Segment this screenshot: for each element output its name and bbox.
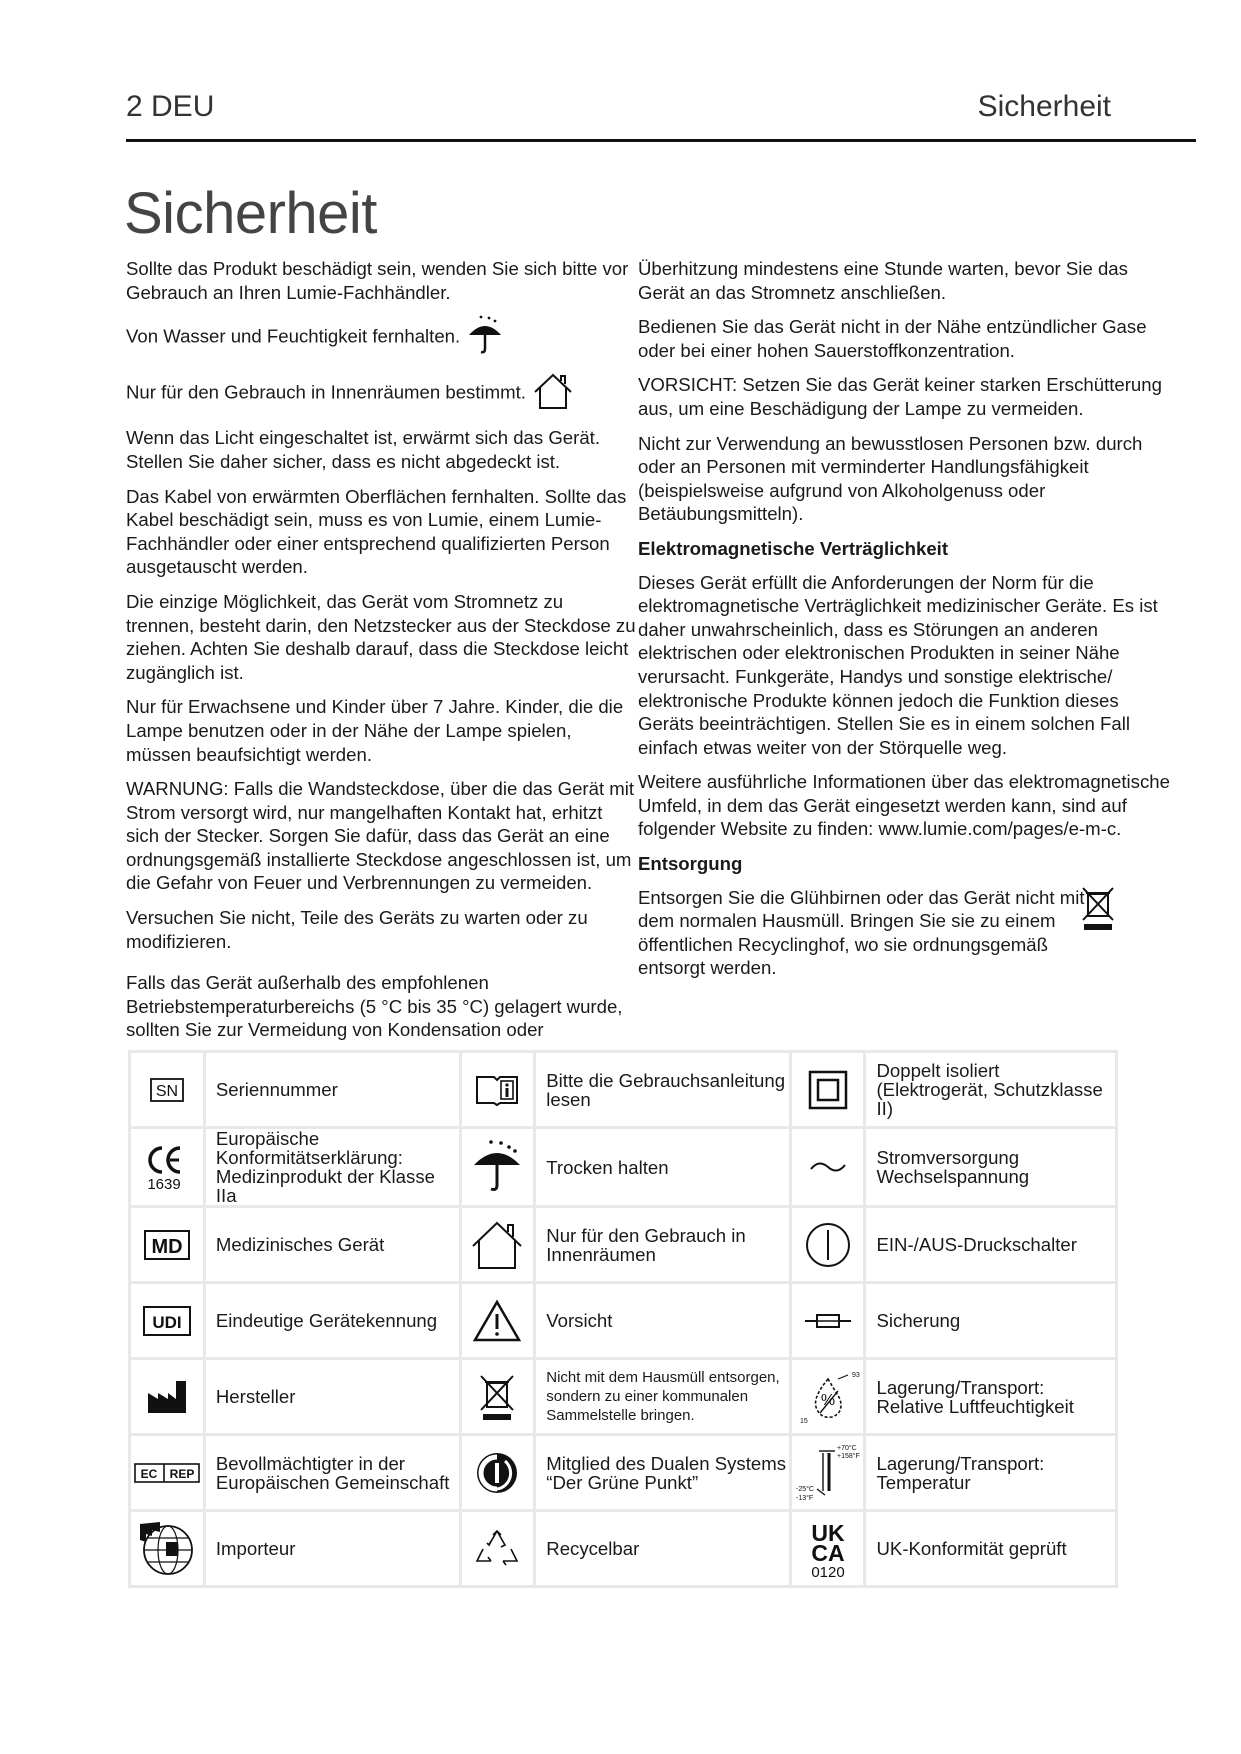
symbol-label: UK-Konformität geprüft bbox=[865, 1511, 1117, 1587]
ec-rep-icon bbox=[130, 1435, 205, 1511]
symbol-label: Mitglied des Dualen Systems “Der Grüne Punkt” bbox=[535, 1435, 790, 1511]
paragraph: Weitere ausführliche Informationen über das elektromagnetische Umfeld, in dem das Gerät eingesetzt werden kann, sind auf folgender Website zu finden: www.lumie.com/pages/e-m-c. bbox=[638, 771, 1170, 840]
temperature-icon bbox=[790, 1435, 865, 1511]
paragraph: Das Kabel von erwärmten Oberflächen fernhalten. Sollte das Kabel beschädigt sein, muss es von Lumie, einem Lumie-Fachhändler oder einer entsprechend qualifizierten Person ausgetauscht werden. bbox=[126, 485, 627, 578]
serial-number-icon bbox=[130, 1052, 205, 1128]
temp-max-c-text: +70°C bbox=[836, 1444, 857, 1452]
paragraph: Bedienen Sie das Gerät nicht in der Nähe entzündlicher Gase oder bei einer hohen Sauerstoffkonzentration. bbox=[638, 316, 1147, 361]
umbrella-icon bbox=[460, 1128, 535, 1207]
udi-text: UDI bbox=[152, 1312, 182, 1332]
running-header-section: Sicherheit bbox=[977, 90, 1111, 123]
double-insulated-icon bbox=[790, 1052, 865, 1128]
symbol-label: Eindeutige Gerätekennung bbox=[204, 1283, 460, 1359]
md-text: MD bbox=[151, 1235, 183, 1258]
sn-text: SN bbox=[155, 1082, 179, 1100]
symbol-label: Stromversorgung Wechselspannung bbox=[865, 1128, 1117, 1207]
table-row bbox=[130, 1359, 1117, 1435]
green-dot-icon bbox=[460, 1435, 535, 1511]
warning-triangle-icon bbox=[460, 1283, 535, 1359]
paragraph: Nur für den Gebrauch in Innenräumen bestimmt. bbox=[126, 372, 636, 416]
paragraph: Wenn das Licht eingeschaltet ist, erwärmt sich das Gerät. Stellen Sie daher sicher, dass es nicht abgedeckt ist. bbox=[126, 427, 601, 472]
paragraph: Sollte das Produkt beschädigt sein, wenden Sie sich bitte vor Gebrauch an Ihren Lumie-Fachhändler. bbox=[126, 258, 629, 303]
page-title: Sicherheit bbox=[124, 181, 377, 246]
paragraph: Nur für Erwachsene und Kinder über 7 Jahre. Kinder, die die Lampe benutzen oder in der Nähe der Lampe spielen, müssen beaufsichtigt werden. bbox=[126, 696, 624, 765]
symbol-label: Importeur bbox=[204, 1511, 460, 1587]
symbol-label: Sicherung bbox=[865, 1283, 1117, 1359]
rep-text: REP bbox=[169, 1466, 195, 1481]
ukca-number-text: 0120 bbox=[810, 1563, 845, 1581]
humidity-icon bbox=[790, 1359, 865, 1435]
crossed-bin-icon bbox=[460, 1359, 535, 1435]
symbol-label: Recycelbar bbox=[535, 1511, 790, 1587]
paragraph: Dieses Gerät erfüllt die Anforderungen der Norm für die elektromagnetische Verträglichkeit medizinischer Geräte. Es ist daher unwahrscheinlich, dass es Störungen an anderen elektrischen oder elektronischen Produkten in seiner Nähe verursacht. Funkgeräte, Handys und sonstige elektrische/ elektronische Produkte können jedoch die Funktion dieses Geräts beeinträchtigen. Stellen Sie es in einem solchen Fall einfach etwas weiter von der Störquelle weg. bbox=[638, 571, 1158, 758]
manufacturer-icon bbox=[130, 1359, 205, 1435]
ukca-mark-icon bbox=[790, 1511, 865, 1587]
symbol-label: Trocken halten bbox=[535, 1128, 790, 1207]
uk-text: UK bbox=[810, 1519, 845, 1546]
paragraph: Von Wasser und Feuchtigkeit fernhalten. bbox=[126, 315, 636, 361]
symbol-label: Nicht mit dem Hausmüll entsorgen, sondern zu einer kommunalen Sammelstelle bringen. bbox=[535, 1359, 790, 1435]
symbol-label: Lagerung/Transport: Temperatur bbox=[865, 1435, 1117, 1511]
table-row bbox=[130, 1511, 1117, 1587]
header-rule bbox=[126, 139, 1196, 142]
temp-min-c-text: -25°C bbox=[795, 1485, 814, 1493]
recycle-icon bbox=[460, 1511, 535, 1587]
page-number: 2 DEU bbox=[126, 90, 215, 123]
house-icon bbox=[531, 372, 575, 416]
symbol-label: Hersteller bbox=[204, 1359, 460, 1435]
table-row bbox=[130, 1052, 1117, 1128]
fuse-icon bbox=[790, 1283, 865, 1359]
symbol-label: Bitte die Gebrauchsanleitung lesen bbox=[535, 1052, 790, 1128]
table-row bbox=[130, 1128, 1117, 1207]
humidity-min-text: 15 bbox=[799, 1417, 808, 1425]
symbol-label: Nur für den Gebrauch in Innenräumen bbox=[535, 1207, 790, 1283]
symbol-label: Medizinisches Gerät bbox=[204, 1207, 460, 1283]
table-row bbox=[130, 1283, 1117, 1359]
symbol-label: Europäische Konformitätserklärung: Medizinprodukt der Klasse IIa bbox=[204, 1128, 460, 1207]
symbol-label: Doppelt isoliert (Elektrogerät, Schutzklasse II) bbox=[865, 1052, 1117, 1128]
symbol-label: Bevollmächtigter in der Europäischen Gemeinschaft bbox=[204, 1435, 460, 1511]
ca-text: CA bbox=[810, 1539, 845, 1566]
left-column bbox=[126, 257, 636, 1053]
power-switch-icon bbox=[790, 1207, 865, 1283]
svg-text:%: % bbox=[820, 1391, 835, 1409]
symbol-table bbox=[128, 1050, 1118, 1588]
paragraph: Falls das Gerät außerhalb des empfohlenen Betriebstemperaturbereichs (5 °C bis 35 °C) gelagert wurde, sollten Sie zur Vermeidung von Kondensation oder bbox=[126, 972, 623, 1041]
paragraph: VORSICHT: Setzen Sie das Gerät keiner starken Erschütterung aus, um eine Beschädigung der Lampe zu vermeiden. bbox=[638, 374, 1162, 419]
table-row bbox=[130, 1435, 1117, 1511]
disposal-block bbox=[638, 886, 1178, 980]
instructions-book-icon bbox=[460, 1052, 535, 1128]
ce-mark-icon bbox=[130, 1128, 205, 1207]
paragraph: Entsorgen Sie die Glühbirnen oder das Gerät nicht mit dem normalen Hausmüll. Bringen Sie sie zu einem öffentlichen Recyclinghof, wo sie ordnungsgemäß entsorgt werden. bbox=[638, 886, 1085, 979]
crossed-bin-icon bbox=[1078, 884, 1118, 938]
paragraph: Überhitzung mindestens eine Stunde warten, bevor Sie das Gerät an das Stromnetz anschließen. bbox=[638, 258, 1128, 303]
house-icon bbox=[460, 1207, 535, 1283]
paragraph: Nicht zur Verwendung an bewusstlosen Personen bzw. durch oder an Personen mit verminderter Handlungsfähigkeit (beispielsweise aufgrund von Alkoholgenuss oder Betäubungsmitteln). bbox=[638, 432, 1143, 525]
paragraph: Versuchen Sie nicht, Teile des Geräts zu warten oder zu modifizieren. bbox=[126, 907, 588, 952]
paragraph: Die einzige Möglichkeit, das Gerät vom Stromnetz zu trennen, besteht darin, den Netzstecker aus der Steckdose zu ziehen. Achten Sie deshalb darauf, dass die Steckdose leicht zugänglich ist. bbox=[126, 590, 636, 683]
temp-min-f-text: -13°F bbox=[795, 1494, 813, 1502]
humidity-max-text: 93 bbox=[851, 1371, 860, 1379]
umbrella-icon bbox=[465, 315, 505, 361]
disposal-heading: Entsorgung bbox=[638, 853, 743, 875]
table-row bbox=[130, 1207, 1117, 1283]
symbol-label: Lagerung/Transport: Relative Luftfeuchtigkeit bbox=[865, 1359, 1117, 1435]
udi-icon bbox=[130, 1283, 205, 1359]
medical-device-icon bbox=[130, 1207, 205, 1283]
emc-heading: Elektromagnetische Verträglichkeit bbox=[638, 537, 949, 559]
ce-number-text: 1639 bbox=[147, 1176, 181, 1193]
alternating-current-icon bbox=[790, 1128, 865, 1207]
importer-globe-icon bbox=[130, 1511, 205, 1587]
temp-max-f-text: +158°F bbox=[836, 1452, 860, 1460]
symbol-label: Seriennummer bbox=[204, 1052, 460, 1128]
paragraph: WARNUNG: Falls die Wandsteckdose, über die das Gerät mit Strom versorgt wird, nur mangelhaften Kontakt hat, erhitzt sich der Stecker. Sorgen Sie dafür, dass das Gerät an eine ordnungsgemäß installierte Steckdose angeschlossen ist, um die Gefahr von Feuer und Verbrennungen zu vermeiden. bbox=[126, 778, 635, 894]
symbol-label: Vorsicht bbox=[535, 1283, 790, 1359]
right-column bbox=[638, 257, 1178, 991]
symbol-label: EIN-/AUS-Druckschalter bbox=[865, 1207, 1117, 1283]
ec-text: EC bbox=[140, 1466, 158, 1481]
